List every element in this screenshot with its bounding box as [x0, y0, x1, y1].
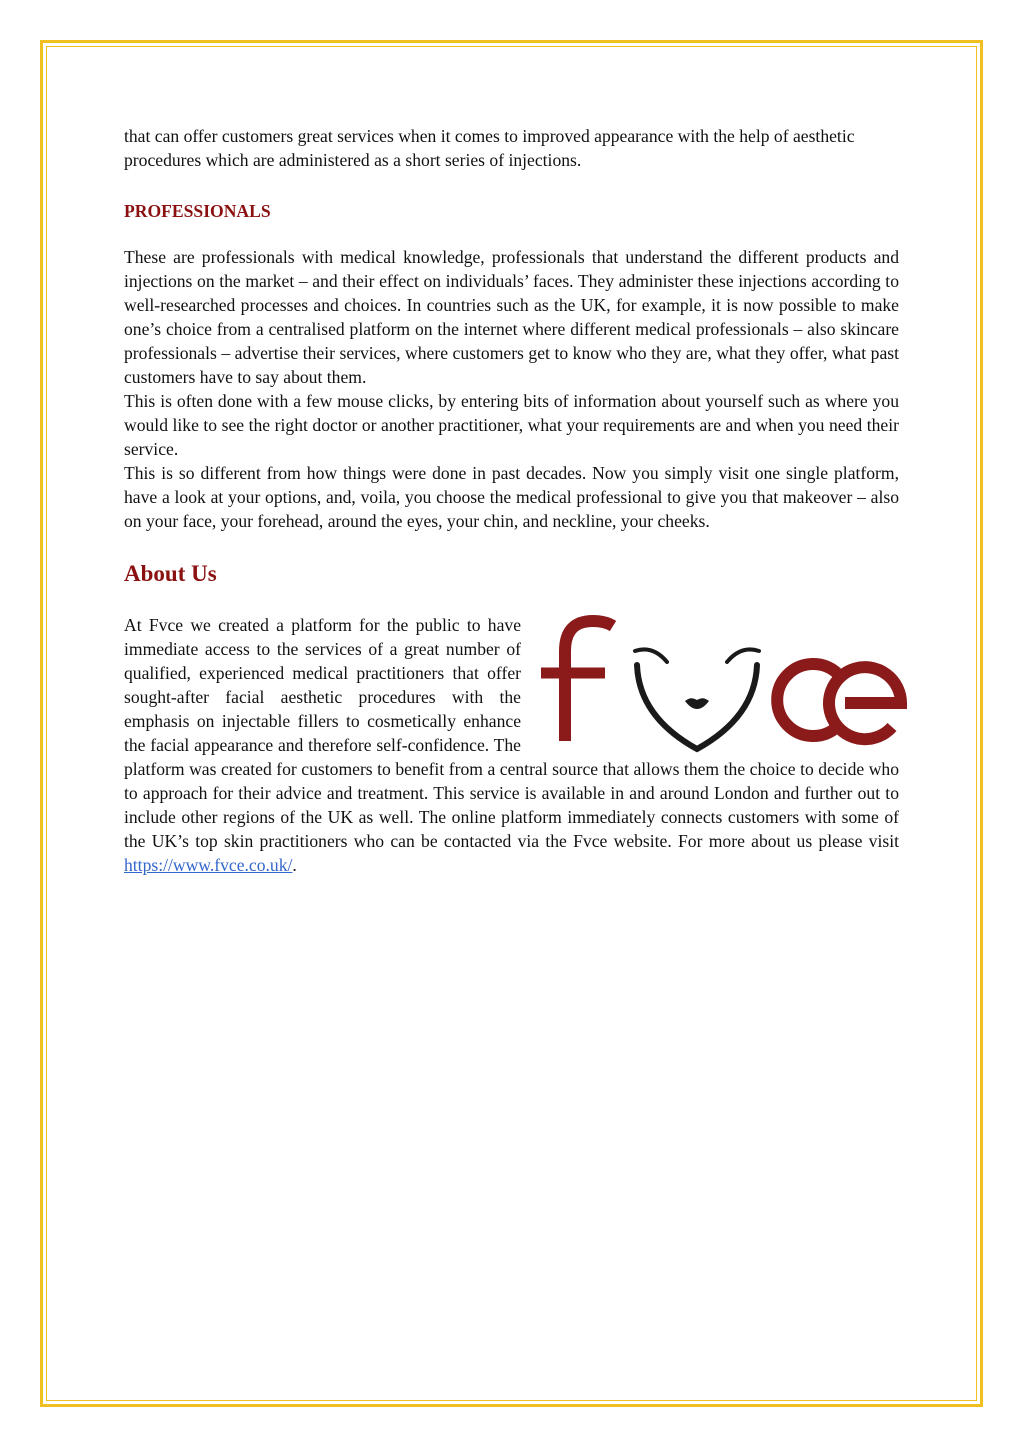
- fvce-logo: [535, 605, 907, 755]
- about-us-end: .: [292, 855, 297, 875]
- fvce-website-link[interactable]: https://www.fvce.co.uk/: [124, 855, 293, 875]
- professionals-paragraph-2: This is often done with a few mouse clicks, by entering bits of information about yourself such as where you would like to see the right doctor or another practitioner, what your requirements are and when you need their service.: [124, 391, 899, 459]
- logo-right-eye: [727, 649, 759, 662]
- professionals-paragraph-1: These are professionals with medical knowledge, professionals that understand the different products and injections on the market – and their effect on individuals’ faces. They administer these injections according to well-researched processes and choices. In countries such as the UK, for example, it is now possible to make one’s choice from a centralised platform on the internet where different medical professionals – also skincare professionals – advertise their services, where customers get to know who they are, what they offer, what past customers have to say about them.: [124, 247, 899, 387]
- about-us-section: [124, 613, 899, 877]
- logo-letter-f: [565, 621, 613, 741]
- about-us-heading: About Us: [124, 561, 217, 586]
- logo-lips: [685, 698, 709, 709]
- face-mask-logo-icon: [535, 605, 907, 755]
- document-body: [124, 124, 899, 877]
- professionals-paragraph-3: This is so different from how things were done in past decades. Now you simply visit one single platform, have a look at your options, and, voila, you choose the medical professional to give you that makeover – also on your face, your forehead, around the eyes, your chin, and neckline, your cheeks.: [124, 463, 899, 531]
- logo-left-eye: [635, 649, 667, 662]
- professionals-heading: PROFESSIONALS: [124, 201, 271, 221]
- logo-letter-e: [829, 667, 901, 739]
- about-us-text: At Fvce we created a platform for the public to have immediate access to the services of a great number of qualified, experienced medical practitioners that offer sought-after facial aesthetic procedures with the emphasis on injectable fillers to cosmetically enhance the facial appearance and therefore self-confidence. The platform was created for customers to benefit from a central source that allows them the choice to decide who to approach for their advice and treatment. This service is available in and around London and further out to include other regions of the UK as well. The online platform immediately connects customers with some of the UK’s top skin practitioners who can be contacted via the Fvce website. For more about us please visit: [124, 615, 899, 851]
- intro-paragraph: that can offer customers great services when it comes to improved appearance with the help of aesthetic procedures which are administered as a short series of injections.: [124, 126, 855, 170]
